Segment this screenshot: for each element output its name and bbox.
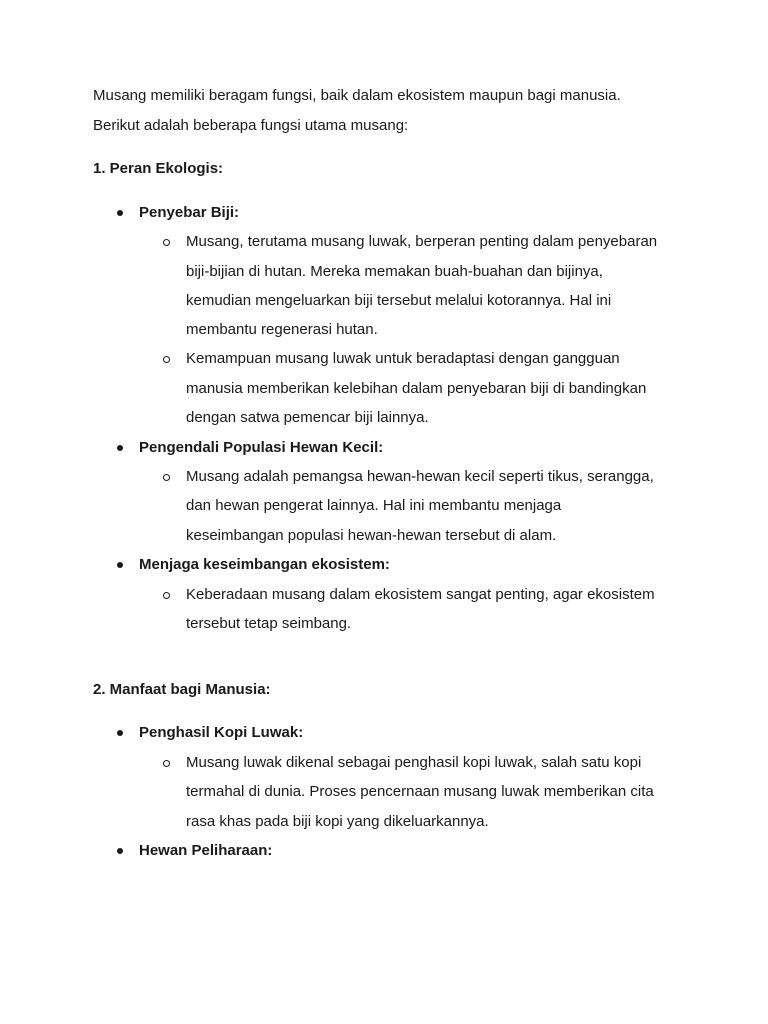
- section-2-heading: 2. Manfaat bagi Manusia:: [93, 681, 271, 698]
- sub-item-line: termahal di dunia. Proses pencernaan musang luwak memberikan cita: [186, 783, 654, 800]
- item-title-hewan-peliharaan: Hewan Peliharaan:: [139, 842, 273, 859]
- sub-item-line: manusia memberikan kelebihan dalam penyebaran biji di bandingkan: [186, 380, 647, 397]
- item-title-penyebar-biji: Penyebar Biji:: [139, 204, 240, 221]
- sub-item-line: rasa khas pada biji kopi yang dikeluarkannya.: [186, 813, 489, 830]
- sub-item-line: kemudian mengeluarkan biji tersebut melalui kotorannya. Hal ini: [186, 292, 612, 309]
- sub-bullet-circle-icon: [163, 474, 170, 481]
- sub-item-line: Musang luwak dikenal sebagai penghasil kopi luwak, salah satu kopi: [186, 754, 642, 771]
- sub-item-line: biji-bijian di hutan. Mereka memakan buah-buahan dan bijinya,: [186, 263, 603, 280]
- sub-bullet-circle-icon: [163, 592, 170, 599]
- sub-item-line: Kemampuan musang luwak untuk beradaptasi dengan gangguan: [186, 350, 620, 367]
- sub-bullet-circle-icon: [163, 239, 170, 246]
- bullet-dot-icon: [117, 562, 123, 568]
- bullet-dot-icon: [117, 445, 123, 451]
- sub-item-line: Musang adalah pemangsa hewan-hewan kecil seperti tikus, serangga,: [186, 468, 654, 485]
- sub-item-line: Keberadaan musang dalam ekosistem sangat penting, agar ekosistem: [186, 586, 655, 603]
- sub-item-line: tersebut tetap seimbang.: [186, 615, 352, 632]
- sub-bullet-circle-icon: [163, 760, 170, 767]
- section-1-heading: 1. Peran Ekologis:: [93, 160, 224, 177]
- sub-item-line: dan hewan pengerat lainnya. Hal ini membantu menjaga: [186, 497, 562, 514]
- item-title-penghasil-kopi-luwak: Penghasil Kopi Luwak:: [139, 724, 304, 741]
- bullet-dot-icon: [117, 210, 123, 216]
- sub-item-line: Musang, terutama musang luwak, berperan penting dalam penyebaran: [186, 233, 658, 250]
- sub-item-line: membantu regenerasi hutan.: [186, 321, 378, 338]
- bullet-dot-icon: [117, 730, 123, 736]
- bullet-dot-icon: [117, 848, 123, 854]
- intro-line-2: Berikut adalah beberapa fungsi utama musang:: [93, 117, 409, 134]
- item-title-pengendali-populasi: Pengendali Populasi Hewan Kecil:: [139, 439, 384, 456]
- item-title-menjaga-keseimbangan: Menjaga keseimbangan ekosistem:: [139, 556, 390, 573]
- sub-bullet-circle-icon: [163, 356, 170, 363]
- intro-line-1: Musang memiliki beragam fungsi, baik dalam ekosistem maupun bagi manusia.: [93, 87, 621, 104]
- sub-item-line: dengan satwa pemencar biji lainnya.: [186, 409, 429, 426]
- sub-item-line: keseimbangan populasi hewan-hewan tersebut di alam.: [186, 527, 557, 544]
